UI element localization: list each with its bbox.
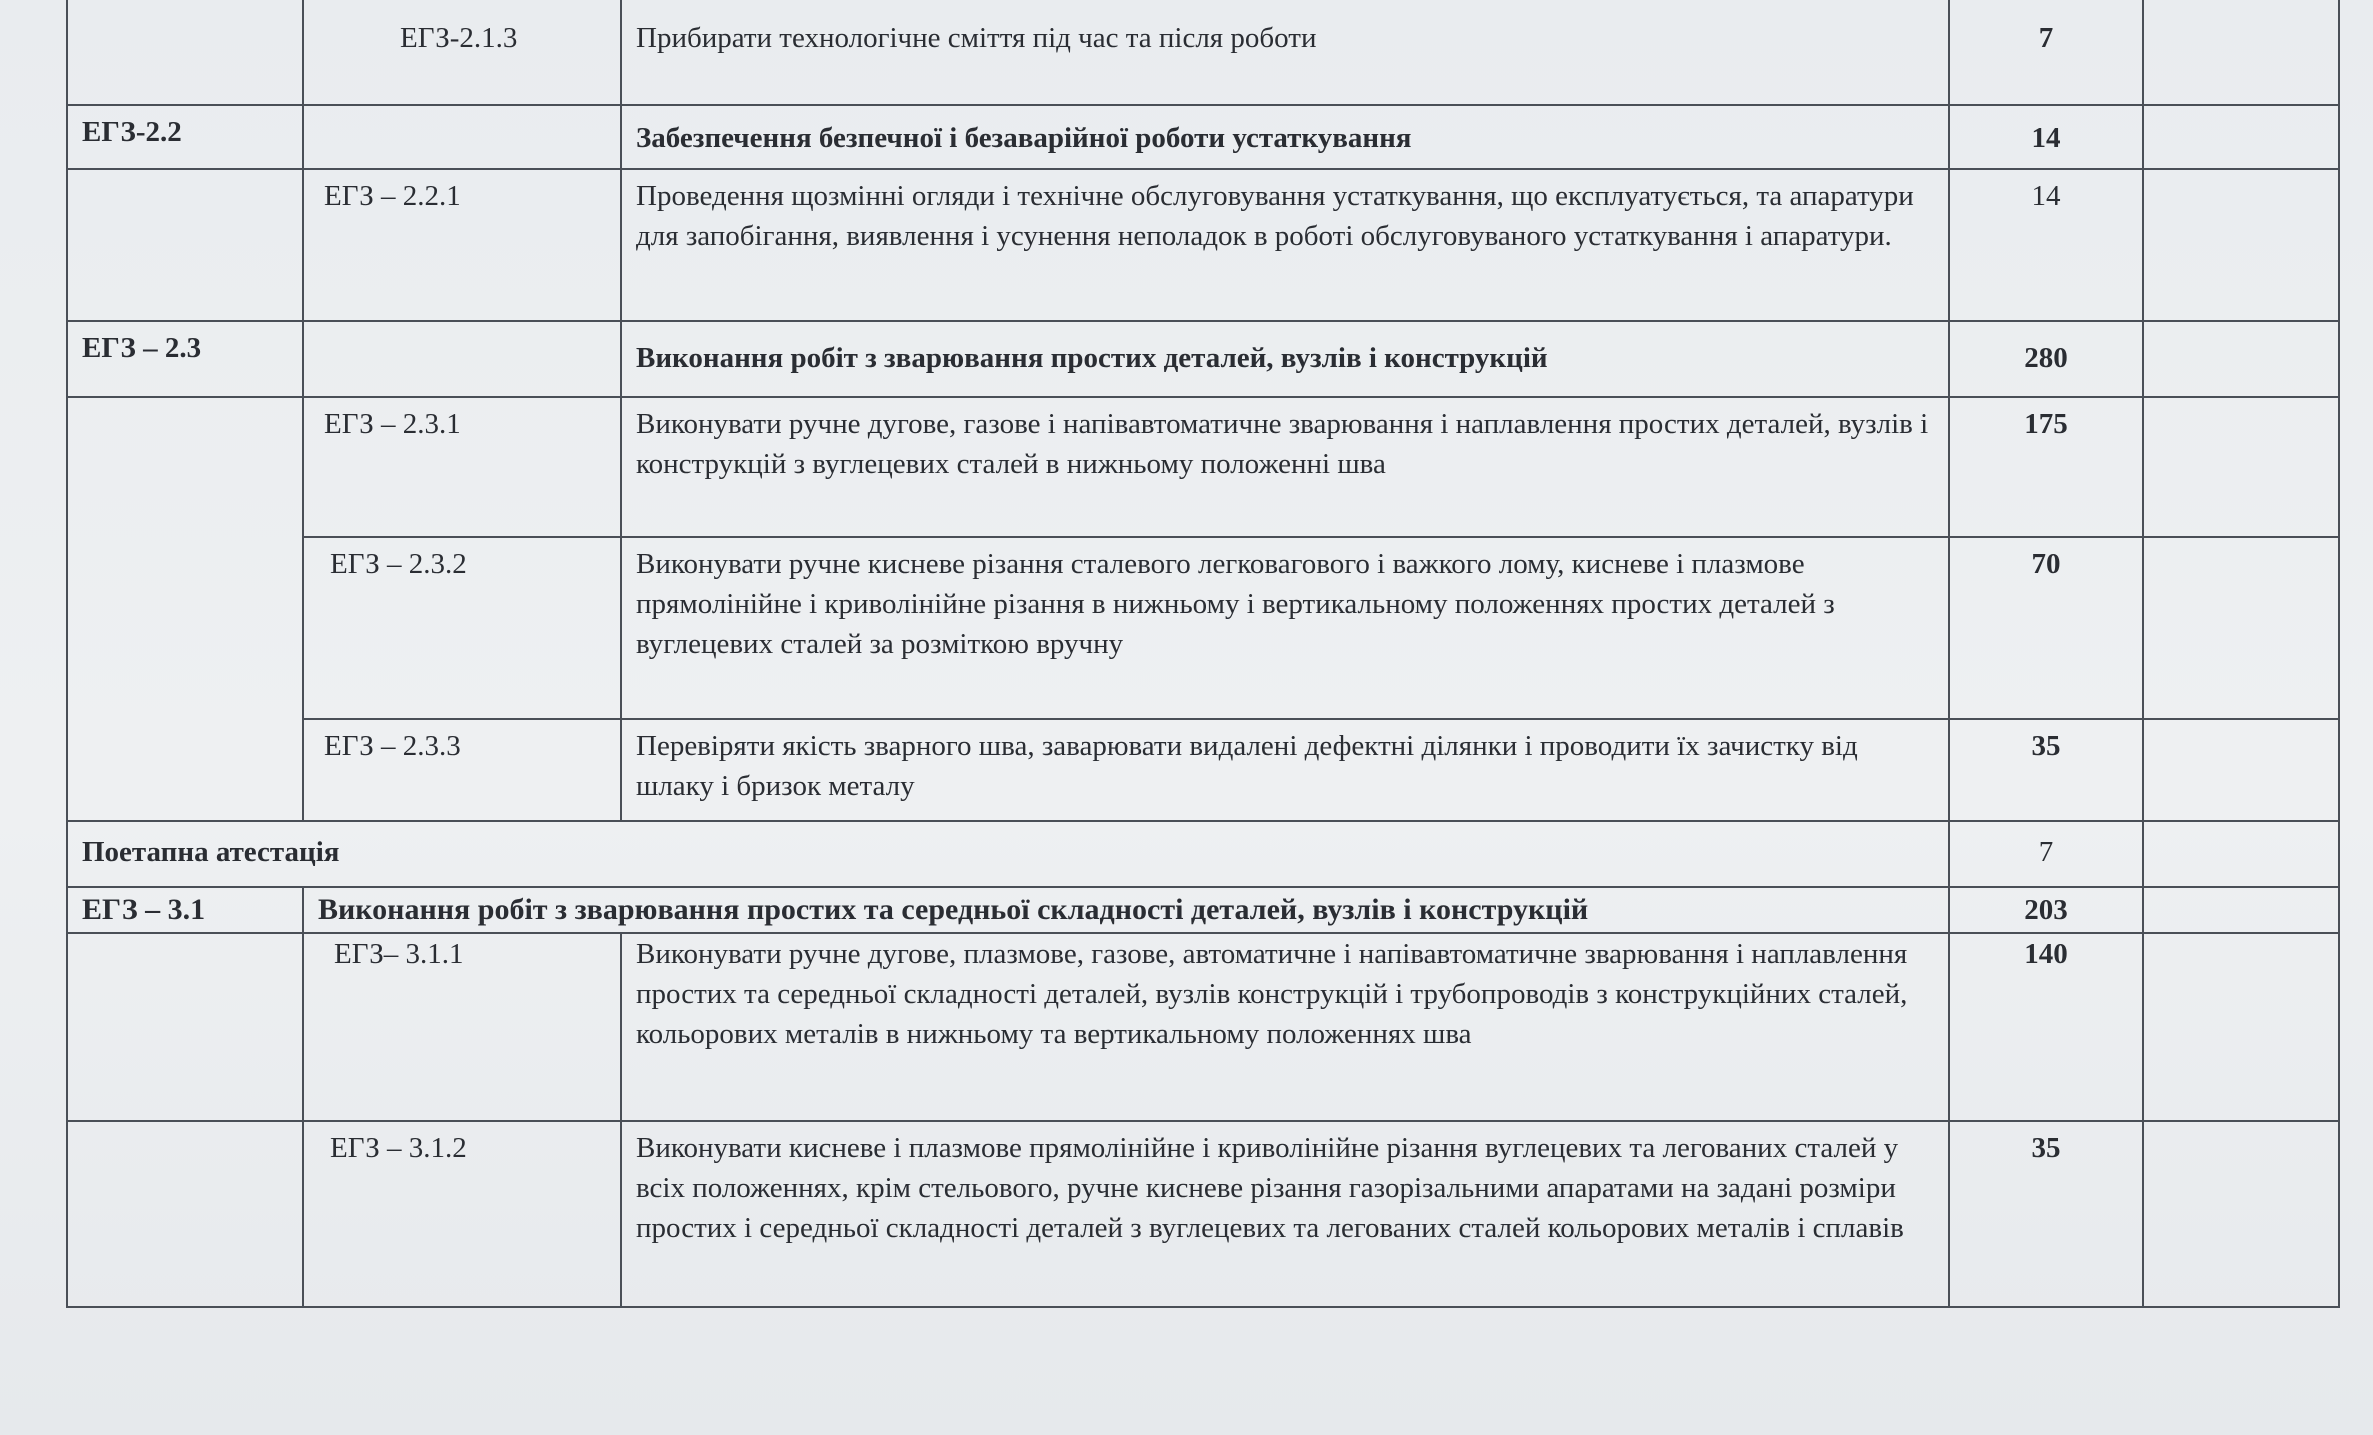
hours-value: 203 [1949,887,2143,933]
hours-value: 175 [1949,397,2143,537]
subsection-description: Виконувати кисневе і плазмове прямолінійне і криволінійне різання вуглецевих та легованих сталей у всіх положеннях, крім стельового, ручне кисневе різання газорізальними апаратами на задані розміри простих і середньої складності деталей з вуглецевих та легованих сталей кольорових металів і сплавів [621,1121,1949,1307]
table-row [67,821,2339,887]
subsection-description: Виконувати ручне дугове, плазмове, газове, автоматичне і напівавтоматичне зварювання і наплавлення простих та середньої складності деталей, вузлів конструкцій і трубопроводів з конструкційних сталей, кольорових металів в нижньому та вертикальному положеннях шва [621,933,1949,1121]
subsection-description: Виконувати ручне дугове, газове і напівавтоматичне зварювання і наплавлення простих деталей, вузлів і конструкцій з вуглецевих сталей в нижньому положенні шва [621,397,1949,537]
section-code: ЕГЗ – 2.3 [67,321,303,397]
hours-value: 280 [1949,321,2143,397]
section-code: ЕГЗ – 3.1 [67,887,303,933]
subsection-description: Виконувати ручне кисневе різання сталевого легковагового і важкого лому, кисневе і плазмове прямолінійне і криволінійне різання в нижньому і вертикальному положеннях простих деталей з вуглецевих сталей за розміткою вручну [621,537,1949,719]
subsection-description: Проведення щозмінні огляди і технічне обслуговування устаткування, що експлуатується, та апаратури для запобігання, виявлення і усунення неполадок в роботі обслуговуваного устаткування і апаратури. [621,169,1949,321]
table-row [67,169,2339,321]
notes-cell [2143,105,2339,169]
section-code-cell [67,0,303,105]
subsection-description: Прибирати технологічне сміття під час та після роботи [621,0,1949,105]
section-code-cell [67,1121,303,1307]
subsection-description: Перевіряти якість зварного шва, заварювати видалені дефектні ділянки і проводити їх зачистку від шлаку і бризок металу [621,719,1949,821]
notes-cell [2143,887,2339,933]
section-title: Виконання робіт з зварювання простих та середньої складності деталей, вузлів і конструкцій [303,887,1949,933]
empty-cell [303,321,621,397]
table-row [67,887,2339,933]
table-row [67,0,2339,105]
subsection-code: ЕГЗ– 3.1.1 [303,933,621,1121]
notes-cell [2143,537,2339,719]
table-row [67,719,2339,821]
hours-value: 35 [1949,1121,2143,1307]
table-row [67,397,2339,537]
subsection-code: ЕГЗ – 2.3.2 [303,537,621,719]
section-title: Виконання робіт з зварювання простих деталей, вузлів і конструкцій [621,321,1949,397]
subsection-code: ЕГЗ – 2.2.1 [303,169,621,321]
hours-value: 14 [1949,105,2143,169]
hours-value: 7 [1949,821,2143,887]
table-row [67,1121,2339,1307]
hours-value: 35 [1949,719,2143,821]
attestation-label: Поетапна атестація [67,821,1949,887]
section-title: Забезпечення безпечної і безаварійної роботи устаткування [621,105,1949,169]
notes-cell [2143,821,2339,887]
table-row [67,933,2339,1121]
hours-value: 70 [1949,537,2143,719]
notes-cell [2143,1121,2339,1307]
notes-cell [2143,0,2339,105]
curriculum-table [66,0,2340,1308]
subsection-code: ЕГЗ – 3.1.2 [303,1121,621,1307]
table-row [67,537,2339,719]
notes-cell [2143,169,2339,321]
table-row [67,321,2339,397]
hours-value: 140 [1949,933,2143,1121]
table-row [67,105,2339,169]
section-code-cell [67,933,303,1121]
subsection-code: ЕГЗ – 2.3.3 [303,719,621,821]
section-code: ЕГЗ-2.2 [67,105,303,169]
notes-cell [2143,933,2339,1121]
hours-value: 7 [1949,0,2143,105]
subsection-code: ЕГЗ – 2.3.1 [303,397,621,537]
notes-cell [2143,397,2339,537]
hours-value: 14 [1949,169,2143,321]
section-code-cell [67,397,303,821]
section-code-cell [67,169,303,321]
notes-cell [2143,321,2339,397]
notes-cell [2143,719,2339,821]
empty-cell [303,105,621,169]
subsection-code: ЕГЗ-2.1.3 [303,0,621,105]
